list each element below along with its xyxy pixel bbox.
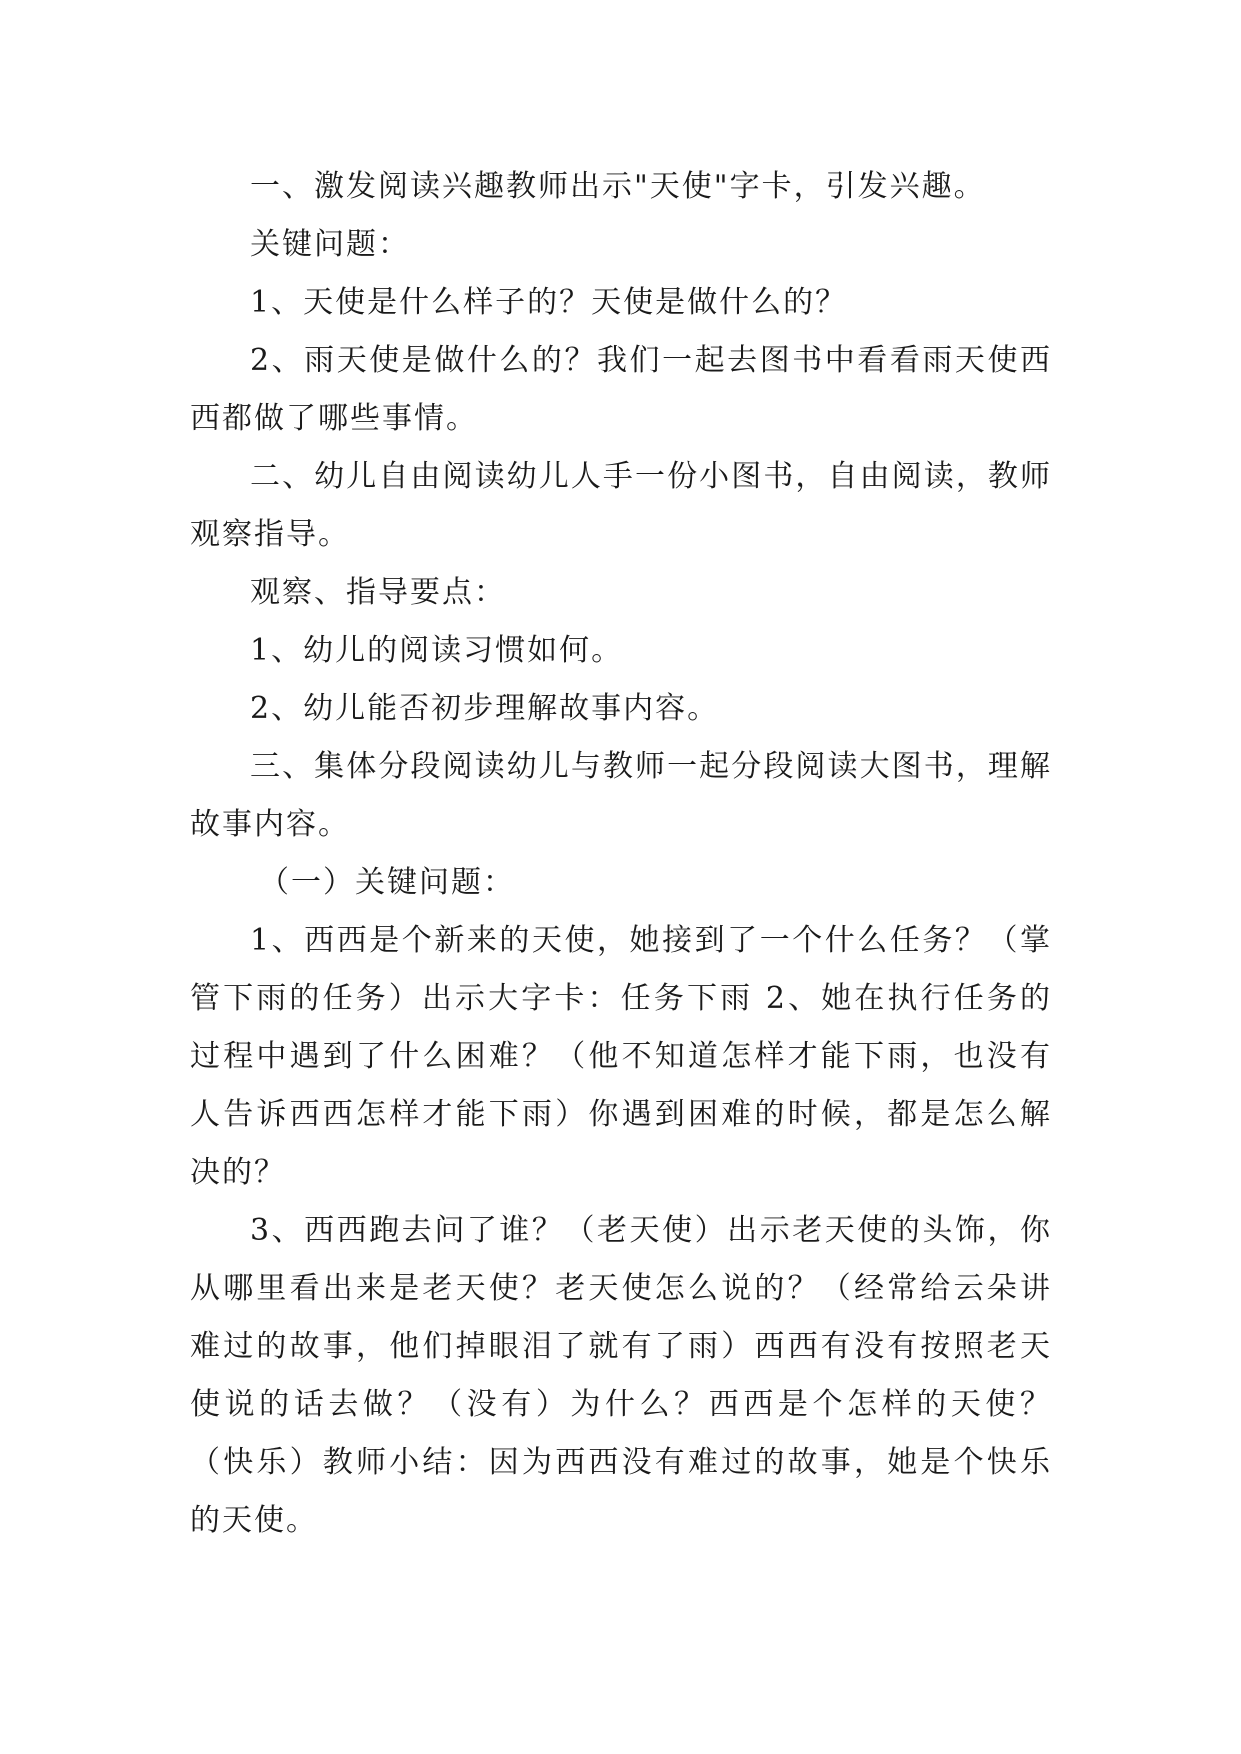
paragraph-key-questions-label: 关键问题： [250,227,410,262]
paragraph-observation-1: 1、幼儿的阅读习惯如何。 [250,633,624,668]
paragraph-section-3-heading: 三、集体分段阅读幼儿与教师一起分段阅读大图书，理解故事内容。 [190,749,1052,842]
paragraph-section-1-heading: 一、激发阅读兴趣教师出示"天使"字卡，引发兴趣。 [250,169,986,204]
paragraph-subsection-1-label: （一）关键问题： [259,865,515,900]
paragraph-section-2-heading: 二、幼儿自由阅读幼儿人手一份小图书，自由阅读，教师观察指导。 [190,459,1052,552]
paragraph-story-question-1-2: 1、西西是个新来的天使，她接到了一个什么任务？（掌管下雨的任务）出示大字卡：任务下雨 2、她在执行任务的过程中遇到了什么困难？（他不知道怎样才能下雨，也没有人告诉西西怎样才能下雨）你遇到困难的时候，都是怎么解决的？ [190,923,1052,1190]
paragraph-question-1: 1、天使是什么样子的？天使是做什么的？ [250,285,848,320]
paragraph-observation-2: 2、幼儿能否初步理解故事内容。 [250,691,720,726]
paragraph-observation-label: 观察、指导要点： [250,575,506,610]
paragraph-question-2: 2、雨天使是做什么的？我们一起去图书中看看雨天使西西都做了哪些事情。 [190,343,1052,436]
document-body [190,158,1052,1550]
paragraph-story-question-3: 3、西西跑去问了谁？（老天使）出示老天使的头饰，你从哪里看出来是老天使？老天使怎么说的？（经常给云朵讲难过的故事，他们掉眼泪了就有了雨）西西有没有按照老天使说的话去做？（没有）为什么？西西是个怎样的天使？（快乐）教师小结：因为西西没有难过的故事，她是个快乐的天使。 [190,1213,1052,1538]
